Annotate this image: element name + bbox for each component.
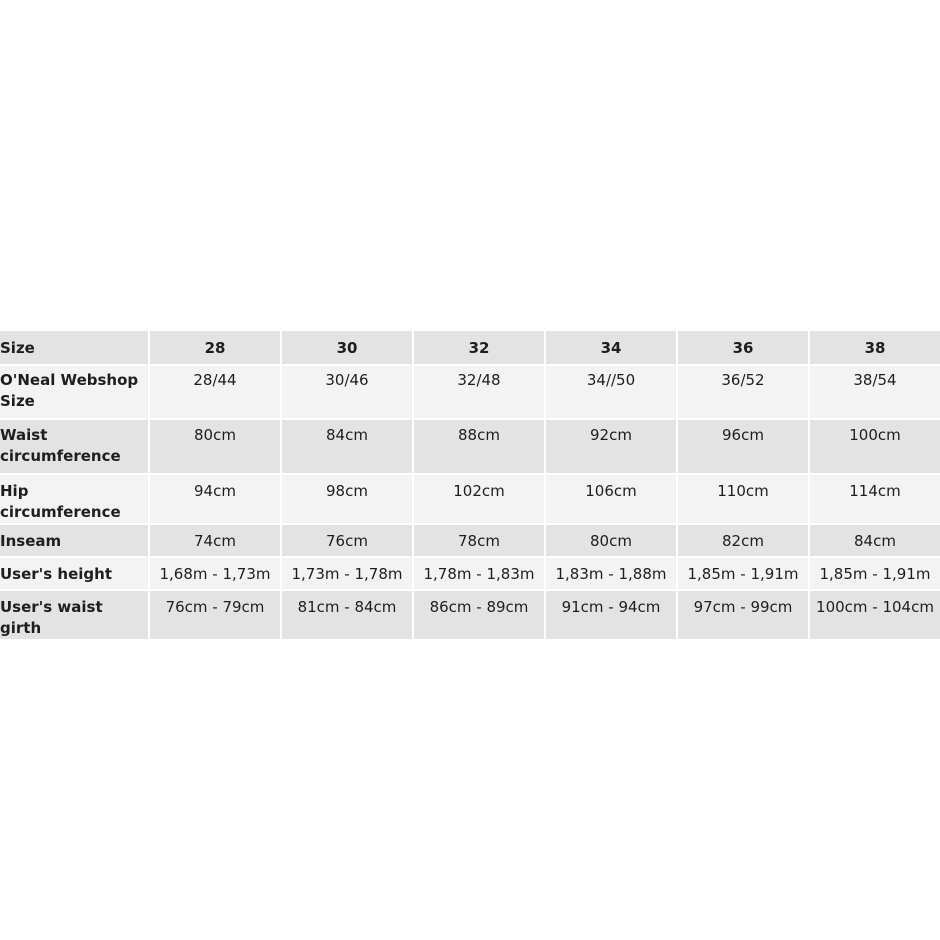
row-label: Inseam (0, 524, 149, 557)
table-row-hip-circumference (0, 474, 940, 524)
row-label: O'Neal Webshop Size (0, 365, 149, 419)
table-cell: 1,83m - 1,88m (545, 557, 677, 590)
table-cell: 76cm (281, 524, 413, 557)
table-cell: 1,85m - 1,91m (809, 557, 940, 590)
table-row-users-waist-girth (0, 590, 940, 640)
table-cell: 1,85m - 1,91m (677, 557, 809, 590)
table-cell: 1,73m - 1,78m (281, 557, 413, 590)
table-row-webshop-size (0, 365, 940, 419)
table-cell: 1,78m - 1,83m (413, 557, 545, 590)
header-cell-size: 32 (413, 331, 545, 365)
table-row-users-height (0, 557, 940, 590)
table-cell: 81cm - 84cm (281, 590, 413, 640)
table-cell: 34//50 (545, 365, 677, 419)
table-cell: 97cm - 99cm (677, 590, 809, 640)
row-label: User's height (0, 557, 149, 590)
table-cell: 76cm - 79cm (149, 590, 281, 640)
table-cell: 114cm (809, 474, 940, 524)
table-header-row (0, 331, 940, 365)
table-cell: 80cm (149, 419, 281, 474)
table-cell: 82cm (677, 524, 809, 557)
table-cell: 86cm - 89cm (413, 590, 545, 640)
table-cell: 1,68m - 1,73m (149, 557, 281, 590)
table-cell: 102cm (413, 474, 545, 524)
header-cell-size-label: Size (0, 331, 149, 365)
header-cell-size: 28 (149, 331, 281, 365)
table-cell: 74cm (149, 524, 281, 557)
table-cell: 32/48 (413, 365, 545, 419)
table-row-inseam (0, 524, 940, 557)
header-cell-size: 38 (809, 331, 940, 365)
table-cell: 88cm (413, 419, 545, 474)
table-row-waist-circumference (0, 419, 940, 474)
table-cell: 80cm (545, 524, 677, 557)
table-cell: 28/44 (149, 365, 281, 419)
table-cell: 110cm (677, 474, 809, 524)
table-cell: 100cm - 104cm (809, 590, 940, 640)
table-cell: 100cm (809, 419, 940, 474)
table-cell: 84cm (809, 524, 940, 557)
table-cell: 91cm - 94cm (545, 590, 677, 640)
header-cell-size: 30 (281, 331, 413, 365)
table-cell: 106cm (545, 474, 677, 524)
table-cell: 30/46 (281, 365, 413, 419)
table-cell: 84cm (281, 419, 413, 474)
table-cell: 94cm (149, 474, 281, 524)
row-label: Hip circumference (0, 474, 149, 524)
row-label: Waist circumference (0, 419, 149, 474)
table-cell: 92cm (545, 419, 677, 474)
header-cell-size: 34 (545, 331, 677, 365)
table-cell: 78cm (413, 524, 545, 557)
table-cell: 96cm (677, 419, 809, 474)
table-cell: 36/52 (677, 365, 809, 419)
header-cell-size: 36 (677, 331, 809, 365)
table-cell: 98cm (281, 474, 413, 524)
size-chart-table (0, 331, 940, 641)
row-label: User's waist girth (0, 590, 149, 640)
table-cell: 38/54 (809, 365, 940, 419)
